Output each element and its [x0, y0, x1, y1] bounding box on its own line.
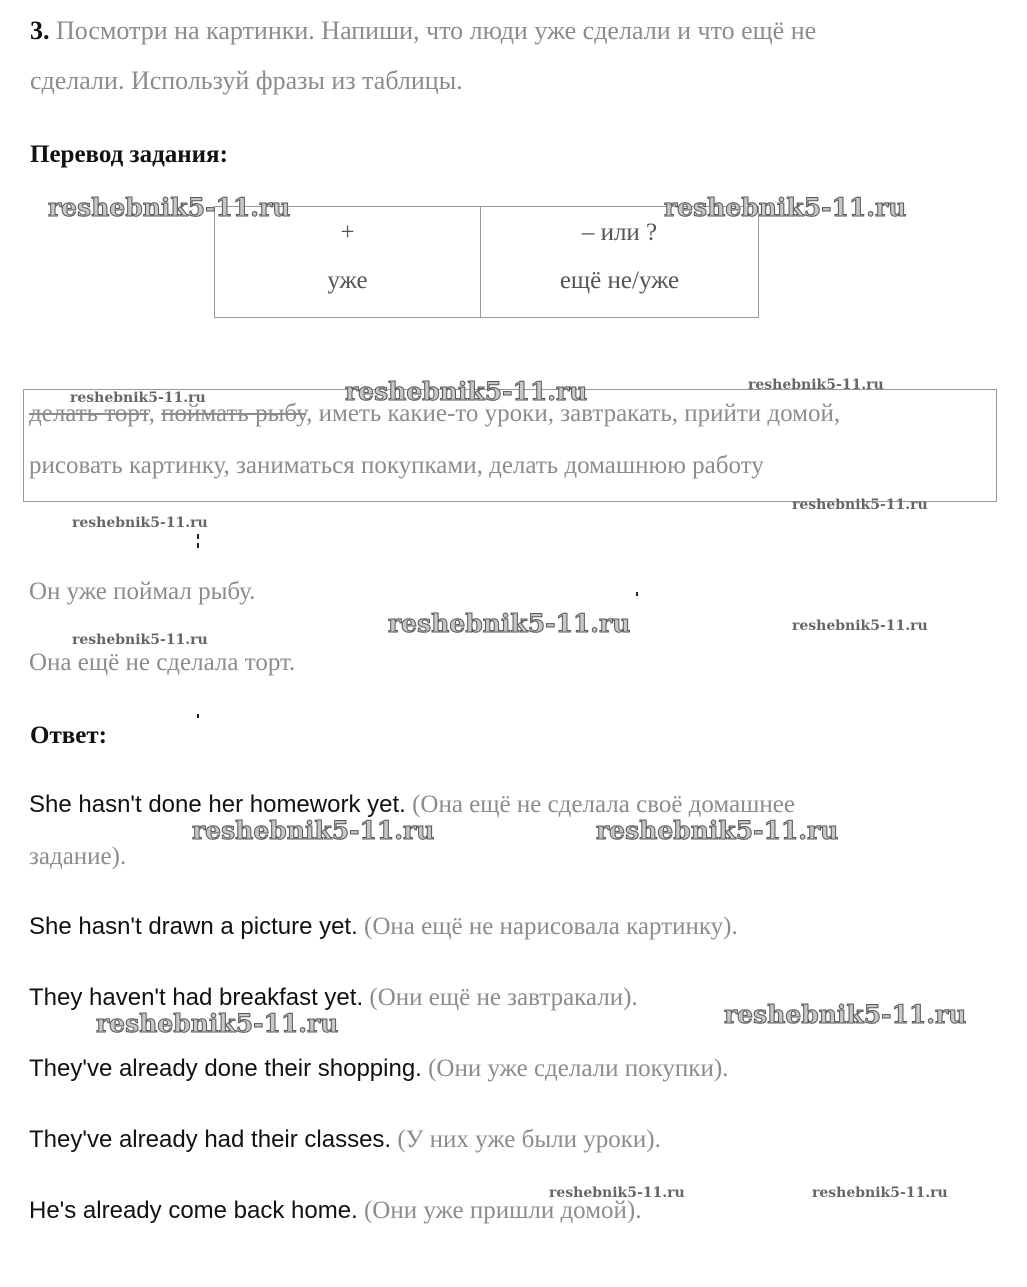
answer-6-ru: (Они уже пришли домой). [357, 1197, 642, 1224]
example-2: Она ещё не сделала торт. [29, 649, 296, 676]
watermark: reshebnik5-11.ru [596, 816, 839, 845]
answer-5 [29, 1126, 661, 1154]
table-col1-word: уже [327, 267, 368, 294]
speck [197, 534, 199, 539]
answer-5-ru: (У них уже были уроки). [391, 1126, 661, 1153]
answer-2 [29, 913, 738, 941]
task-text-1: Посмотри на картинки. Напиши, что люди уже сделали и что ещё не [56, 16, 817, 45]
answer-6 [29, 1197, 641, 1225]
answer-2-ru: (Она ещё не нарисовала картинку). [357, 913, 738, 940]
phrase-rest-1: , иметь какие-то уроки, завтракать, прийти домой, [306, 400, 841, 427]
watermark: reshebnik5-11.ru [96, 1009, 339, 1038]
watermark: reshebnik5-11.ru [792, 618, 928, 634]
watermark: reshebnik5-11.ru [664, 193, 907, 222]
answer-4-en: They've already done their shopping. [29, 1055, 422, 1082]
answer-4 [29, 1055, 728, 1083]
table-col1-symbol: + [340, 219, 355, 246]
phrase-line-2: рисовать картинку, заниматься покупками, делать домашнюю работу [29, 452, 764, 479]
answer-3-ru: (Они ещё не завтракали). [363, 984, 638, 1011]
watermark: reshebnik5-11.ru [70, 390, 206, 406]
example-1: Он уже поймал рыбу. [29, 578, 256, 605]
answer-6-en: He's already come back home. [29, 1197, 358, 1224]
table-col2-symbol: – или ? [581, 219, 658, 246]
watermark: reshebnik5-11.ru [72, 515, 208, 531]
table-col2-word: ещё не/уже [559, 267, 680, 294]
answer-3-en: They haven't had breakfast yet. [29, 984, 364, 1011]
watermark: reshebnik5-11.ru [345, 377, 588, 406]
answer-heading: Ответ: [30, 722, 107, 749]
watermark: reshebnik5-11.ru [48, 193, 291, 222]
speck [197, 714, 199, 718]
watermark: reshebnik5-11.ru [549, 1185, 685, 1201]
watermark: reshebnik5-11.ru [748, 377, 884, 393]
watermark: reshebnik5-11.ru [724, 1000, 967, 1029]
speck [636, 592, 638, 596]
watermark: reshebnik5-11.ru [192, 816, 435, 845]
watermark: reshebnik5-11.ru [72, 632, 208, 648]
answer-1-ru-cont: задание). [29, 843, 127, 870]
answer-1 [29, 791, 795, 819]
answer-1-en: She hasn't done her homework yet. [29, 791, 406, 818]
phrase-sep: , [148, 400, 162, 427]
task-number: 3. [30, 16, 50, 45]
task-text-2: сделали. Используй фразы из таблицы. [30, 66, 463, 95]
watermark: reshebnik5-11.ru [388, 609, 631, 638]
phrase-struck-2: поймать рыбу [161, 400, 307, 427]
speck [197, 543, 199, 548]
answer-4-ru: (Они уже сделали покупки). [421, 1055, 729, 1082]
phrase-struck-1: делать торт [29, 400, 149, 427]
watermark: reshebnik5-11.ru [792, 497, 928, 513]
answer-3 [29, 984, 638, 1012]
watermark: reshebnik5-11.ru [812, 1185, 948, 1201]
task-line-1 [30, 18, 816, 44]
translation-heading: Перевод задания: [30, 141, 228, 168]
answer-5-en: They've already had their classes. [29, 1126, 392, 1153]
phrase-table [214, 206, 759, 318]
answer-1-ru: (Она ещё не сделала своё домашнее [405, 791, 795, 818]
answer-2-en: She hasn't drawn a picture yet. [29, 913, 358, 940]
